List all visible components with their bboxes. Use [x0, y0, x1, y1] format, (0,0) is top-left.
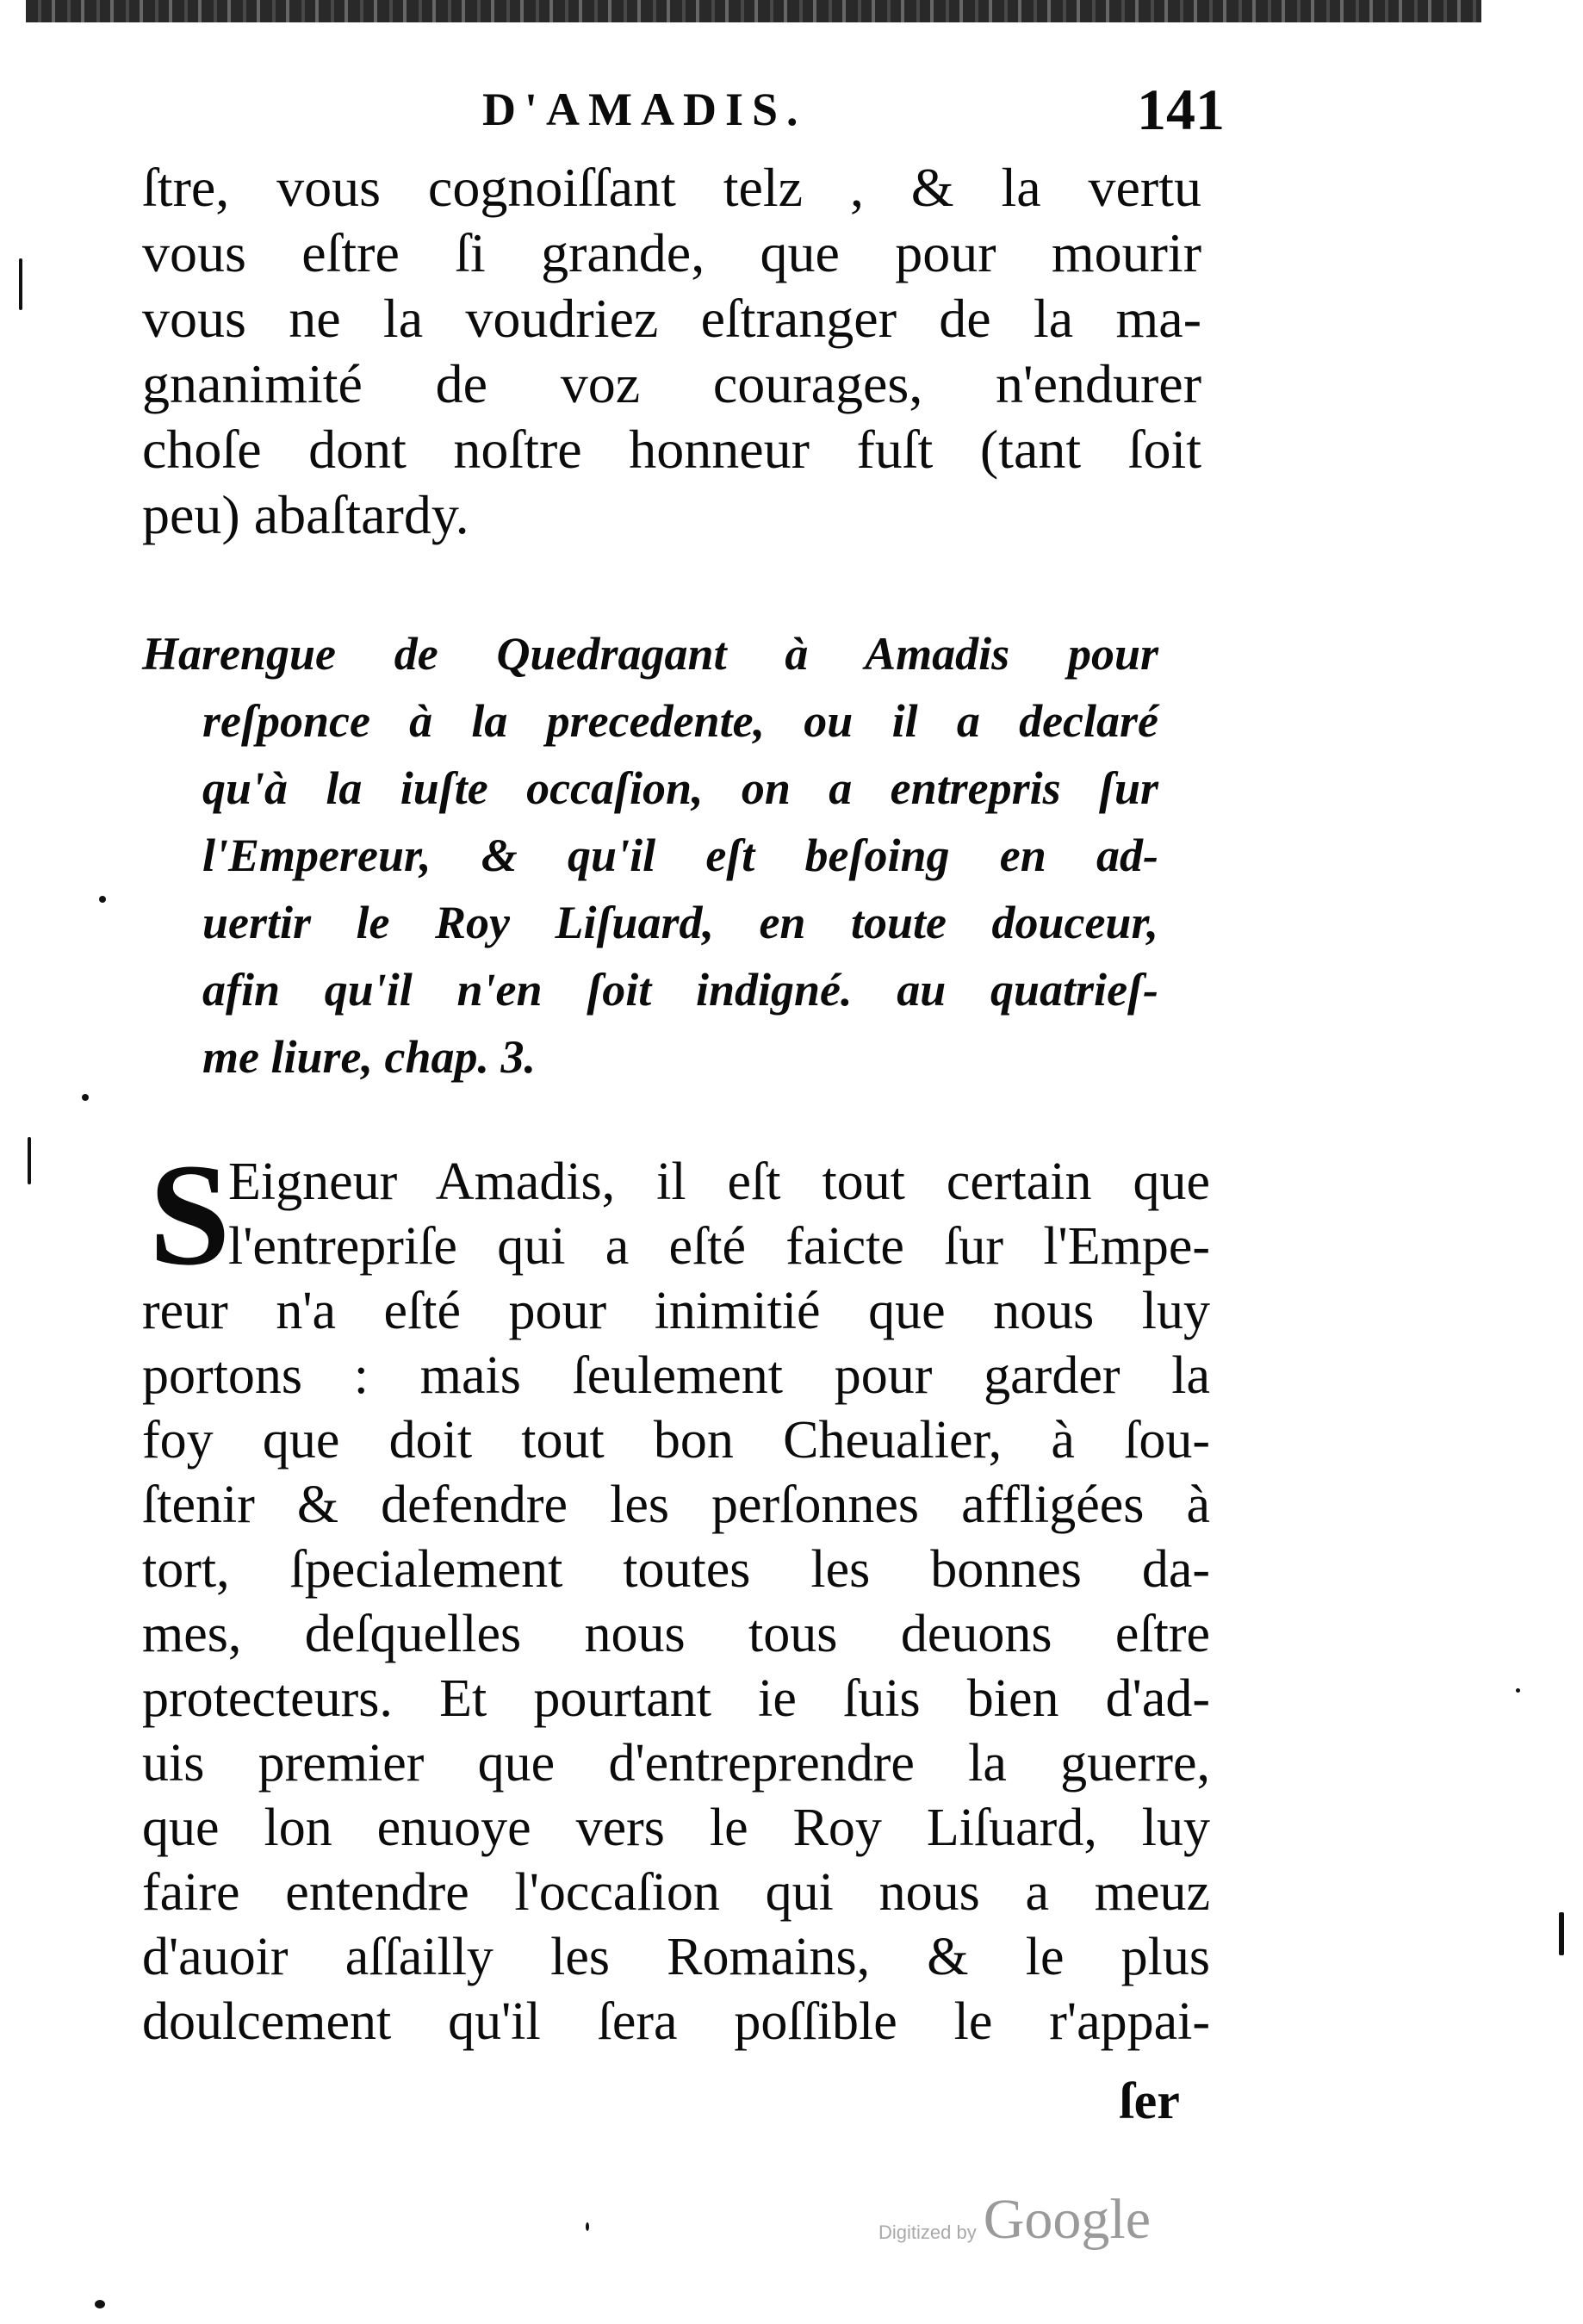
heading-line: Harengue de Quedragant à Amadis pour [142, 628, 1158, 680]
text-line: mes, deſquelles nous tous deuons eſtre [142, 1605, 1210, 1663]
text-line: l'entrepriſe qui a eſté faicte ſur l'Empe- [228, 1217, 1210, 1276]
speech-paragraph [142, 1134, 1210, 2054]
catchword: ſer [1120, 2072, 1180, 2129]
text-line: protecteurs. Et pourtant ie ſuis bien d'ad- [142, 1669, 1210, 1728]
text-line: vous eſtre ſi grande, que pour mourir [142, 222, 1201, 283]
page-header [0, 76, 1583, 153]
text-line: d'auoir aſſailly les Romains, & le plus [142, 1928, 1210, 1986]
text-line: ſtenir & defendre les perſonnes affligées à [142, 1476, 1210, 1534]
text-line: gnanimité de voz courages, n'endurer [142, 353, 1201, 414]
text-line: vous ne la voudriez eſtranger de la ma- [142, 288, 1201, 349]
text-line: peu) abaſtardy. [142, 484, 469, 545]
running-head: D'AMADIS. [482, 84, 807, 135]
heading-line: afin qu'il n'en ſoit indigné. au quatrieſ- [202, 964, 1158, 1016]
continuation-paragraph [142, 155, 1201, 548]
top-border-ornament [26, 0, 1481, 22]
drop-cap: S [149, 1134, 231, 1296]
scan-speck [1516, 1688, 1520, 1693]
section-heading [142, 620, 1158, 1091]
scan-speck [19, 258, 22, 310]
text-line: choſe dont noſtre honneur fuſt (tant ſoit [142, 419, 1201, 480]
heading-line: me liure, chap. 3. [202, 1031, 536, 1083]
heading-line: l'Empereur, & qu'il eſt beſoing en ad- [202, 830, 1158, 881]
digitized-watermark [878, 2188, 1152, 2253]
google-logo: Google [983, 2188, 1152, 2251]
scan-speck [95, 2300, 105, 2308]
heading-line: reſponce à la precedente, ou il a declaré [202, 695, 1158, 747]
scan-speck [99, 896, 106, 903]
text-line: ſtre, vous cognoiſſant telz , & la vertu [142, 157, 1201, 218]
drop-cap-wrapper [142, 1134, 1210, 1296]
scan-speck [1559, 1912, 1564, 1955]
heading-line: uertir le Roy Liſuard, en toute douceur, [202, 897, 1158, 948]
text-line: foy que doit tout bon Cheualier, à ſou- [142, 1411, 1210, 1470]
text-line: que lon enuoye vers le Roy Liſuard, luy [142, 1799, 1210, 1857]
text-line: Eigneur Amadis, il eſt tout certain que [228, 1153, 1210, 1211]
text-line: uis premier que d'entreprendre la guerre, [142, 1734, 1210, 1793]
scan-speck [586, 2222, 589, 2231]
text-line: faire entendre l'occaſion qui nous a meuz [142, 1863, 1210, 1922]
text-line: portons : mais ſeulement pour garder la [142, 1346, 1210, 1405]
scan-speck [82, 1094, 89, 1101]
page-number: 141 [1137, 77, 1225, 142]
text-line: reur n'a eſté pour inimitié que nous luy [142, 1282, 1210, 1340]
digitized-by-label: Digitized by [878, 2221, 977, 2243]
heading-line: qu'à la iuſte occaſion, on a entrepris ſur [202, 762, 1158, 814]
text-line: tort, ſpecialement toutes les bonnes da- [142, 1540, 1210, 1599]
scan-speck [28, 1137, 31, 1184]
text-line: doulcement qu'il ſera poſſible le r'appai- [142, 1992, 1210, 2051]
